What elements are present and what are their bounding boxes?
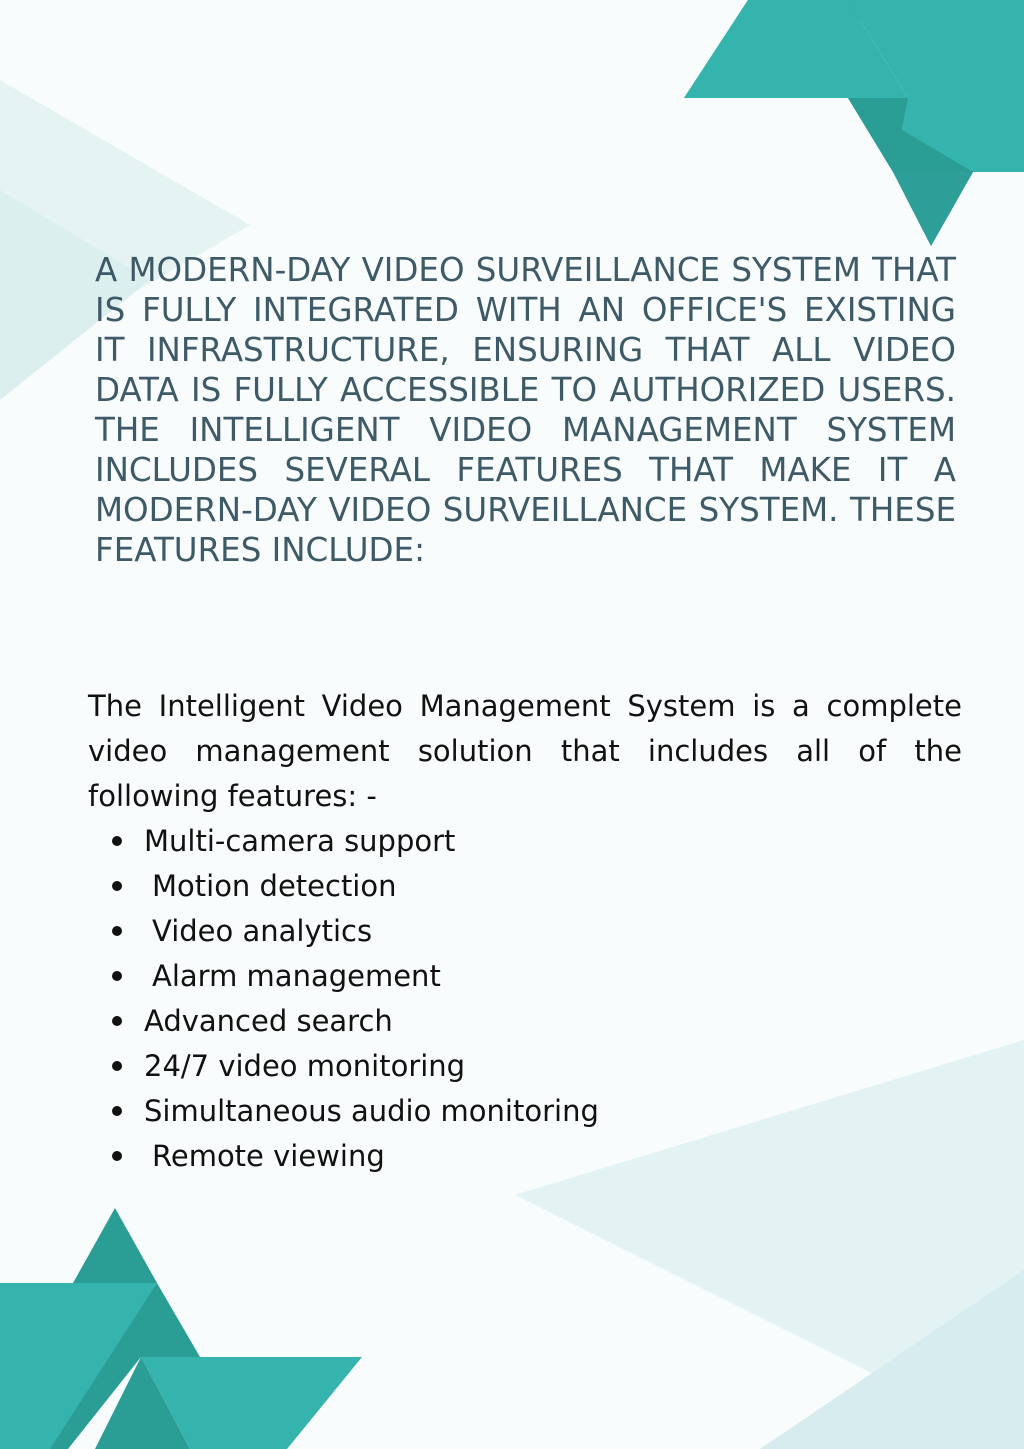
feature-label: Video analytics: [152, 913, 373, 948]
bullet-icon: [112, 971, 122, 981]
feature-label: Advanced search: [144, 1003, 393, 1038]
feature-list: [112, 818, 599, 1178]
list-item: [112, 1088, 599, 1133]
teal-triangle-top-right-f: [893, 172, 973, 246]
bullet-icon: [112, 836, 122, 846]
list-item: [112, 908, 599, 953]
teal-triangle-bottom-left-a: [73, 1208, 157, 1283]
bullet-icon: [112, 926, 122, 936]
list-item: [112, 818, 599, 863]
feature-label: Simultaneous audio monitoring: [144, 1093, 599, 1128]
feature-label: Alarm management: [152, 958, 441, 993]
bullet-icon: [112, 1016, 122, 1026]
list-item: [112, 953, 599, 998]
list-item: [112, 863, 599, 908]
feature-label: 24/7 video monitoring: [144, 1048, 466, 1083]
bullet-icon: [112, 881, 122, 891]
intro-paragraph: A MODERN-DAY VIDEO SURVEILLANCE SYSTEM THAT IS FULLY INTEGRATED WITH AN OFFICE'S EXISTING IT INFRASTRUCTURE, ENSURING THAT ALL VIDEO DATA IS FULLY ACCESSIBLE TO AUTHORIZED USERS. THE INTELLIGENT VIDEO MANAGEMENT SYSTEM INCLUDES SEVERAL FEATURES THAT MAKE IT A MODERN-DAY VIDEO SURVEILLANCE SYSTEM. THESE FEATURES INCLUDE:: [95, 251, 956, 569]
bullet-icon: [112, 1106, 122, 1116]
list-item: [112, 1133, 599, 1178]
feature-label: Remote viewing: [152, 1138, 385, 1173]
bullet-icon: [112, 1061, 122, 1071]
list-item: [112, 998, 599, 1043]
bullet-icon: [112, 1151, 122, 1161]
list-item: [112, 1043, 599, 1088]
feature-label: Motion detection: [152, 868, 397, 903]
feature-label: Multi-camera support: [144, 823, 456, 858]
body-paragraph: The Intelligent Video Management System is a complete video management solution that includes all of the following features: -: [88, 689, 962, 813]
